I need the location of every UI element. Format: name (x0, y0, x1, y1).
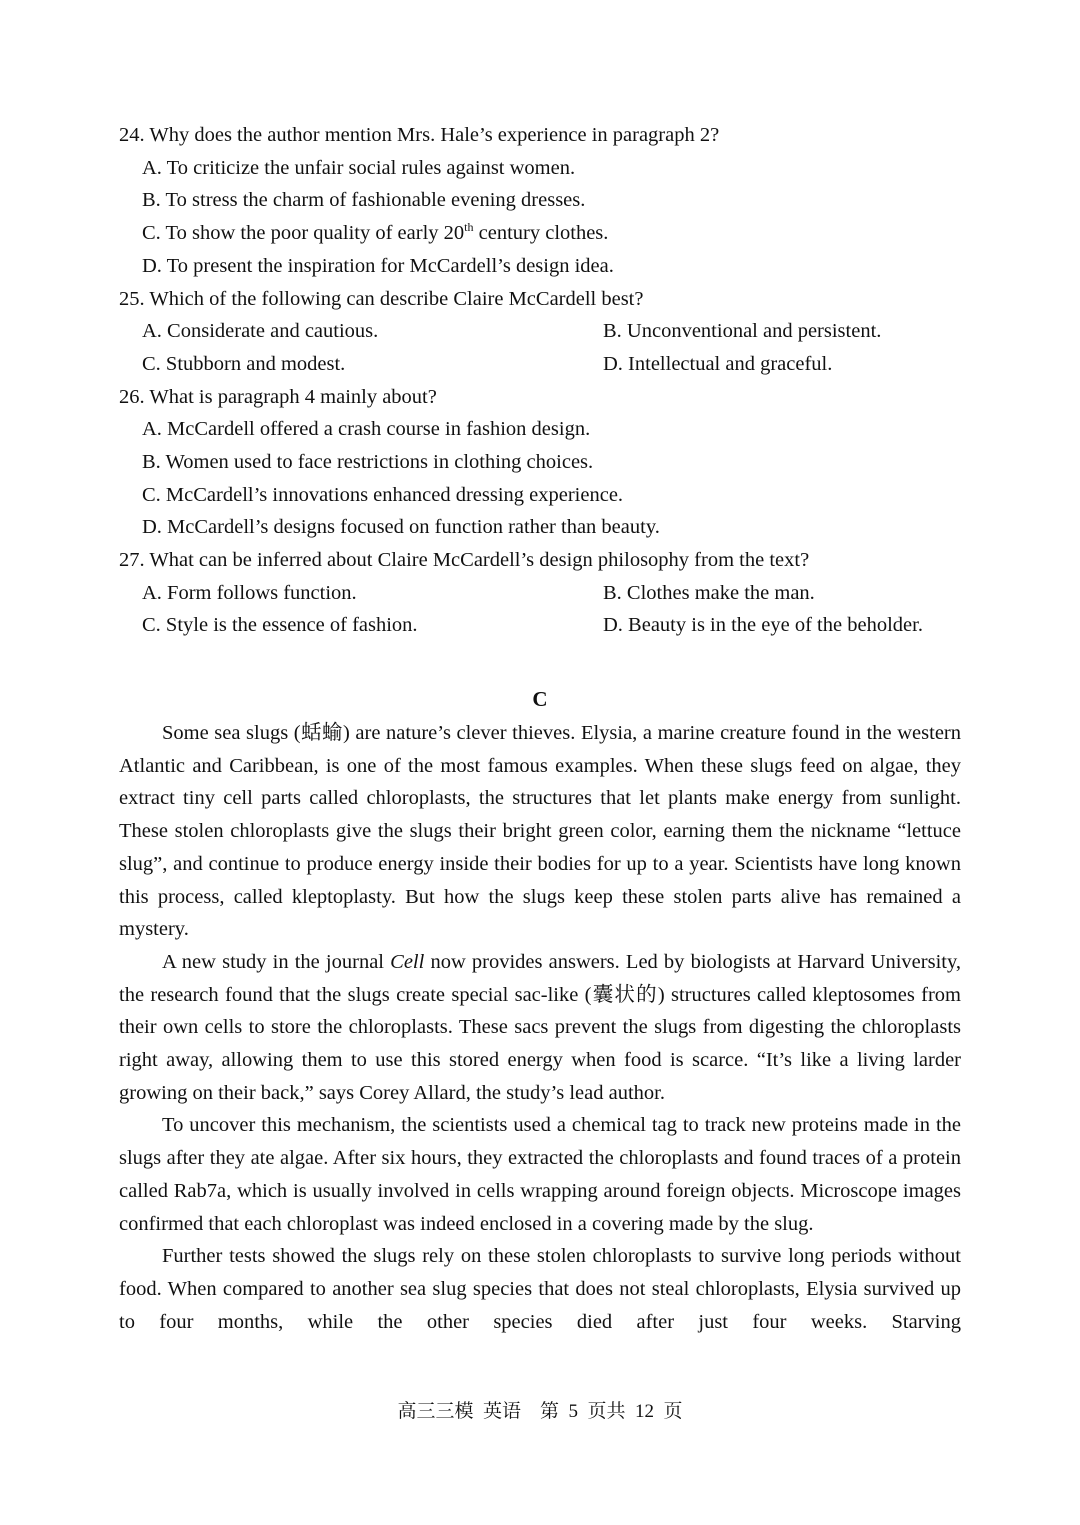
question-stem: 25. Which of the following can describe Claire McCardell best? (119, 287, 644, 310)
option-b: B. Women used to face restrictions in clothing choices. (142, 450, 594, 473)
section-heading: C (532, 687, 548, 711)
question-25 (119, 283, 979, 381)
option-row (119, 609, 979, 642)
option-row (119, 577, 979, 610)
option-c-superscript: th (464, 220, 474, 235)
question-stem: 24. Why does the author mention Mrs. Hale’s experience in paragraph 2? (119, 124, 720, 146)
option-d: D. Intellectual and graceful. (603, 352, 833, 375)
question-stem: 26. What is paragraph 4 mainly about? (119, 385, 437, 408)
option-b: B. To stress the charm of fashionable evening dresses. (142, 189, 586, 212)
question-26 (119, 381, 979, 544)
option-row (119, 348, 979, 381)
passage-paragraph-2 (119, 946, 961, 1110)
option-c: C. Stubborn and modest. (142, 352, 346, 375)
passage-paragraph-3: To uncover this mechanism, the scientists used a chemical tag to track new proteins made in the slugs after they ate algae. After six hours, they extracted the chloroplasts and found traces of a protein called Rab7a, which is usually involved in cells wrapping around foreign objects. Microscope images confirmed that each chloroplast was indeed enclosed in a covering made by the slug. (119, 1114, 961, 1235)
option-d: D. To present the inspiration for McCardell’s design idea. (142, 254, 614, 277)
option-c: C. Style is the essence of fashion. (142, 614, 418, 637)
option-a: A. Considerate and cautious. (142, 320, 379, 343)
question-24 (119, 119, 979, 282)
option-a: A. To criticize the unfair social rules against women. (142, 156, 576, 179)
option-c-text: C. To show the poor quality of early 20 (142, 222, 465, 245)
option-a: A. McCardell offered a crash course in fashion design. (142, 418, 591, 441)
paragraph-text: A new study in the journal (162, 950, 391, 973)
option-b: B. Clothes make the man. (603, 581, 815, 604)
paragraph-text-end: now provides answers. Led by biologists at Harvard University, the research found that the slugs create special sac-like (囊状的) structures called kleptosomes from their own cells to store the chloroplasts. These sacs prevent the slugs from digesting the chloroplasts right away, allowing them to use this stored energy when food is scarce. “It’s like a living larder growing on their back,” says Corey Allard, the study’s lead author. (119, 950, 962, 1104)
option-d: D. Beauty is in the eye of the beholder. (603, 614, 923, 637)
reading-passage (119, 717, 961, 1338)
option-row (119, 315, 979, 348)
page-footer: 高三三模 英语 第 5 页共 12 页 (397, 1401, 683, 1422)
option-c: C. McCardell’s innovations enhanced dressing experience. (142, 483, 624, 506)
journal-title: Cell (390, 950, 425, 973)
passage-paragraph-1: Some sea slugs (蛞蝓) are nature’s clever thieves. Elysia, a marine creature found in the western Atlantic and Caribbean, is one of the most famous examples. When these slugs feed on algae, they extract tiny cell parts called chloroplasts, the structures that let plants make energy from sunlight. These stolen chloroplasts give the slugs their bright green color, earning them the nickname “lettuce slug”, and continue to produce energy inside their bodies for up to a year. Scientists have long known this process, called kleptoplasty. But how the slugs keep these stolen parts alive has remained a mystery. (119, 722, 961, 941)
option-c (119, 217, 979, 250)
question-27 (119, 544, 979, 642)
passage-paragraph-4: Further tests showed the slugs rely on these stolen chloroplasts to survive long periods without food. When compared to another sea slug species that does not steal chloroplasts, Elysia survived up to four months, while the other species died after just four weeks. Starving (119, 1245, 961, 1333)
option-b: B. Unconventional and persistent. (603, 320, 882, 343)
option-d: D. McCardell’s designs focused on function rather than beauty. (142, 516, 660, 539)
option-a: A. Form follows function. (142, 581, 357, 604)
question-stem: 27. What can be inferred about Claire McCardell’s design philosophy from the text? (119, 549, 810, 571)
option-c-text-end: century clothes. (473, 222, 609, 245)
